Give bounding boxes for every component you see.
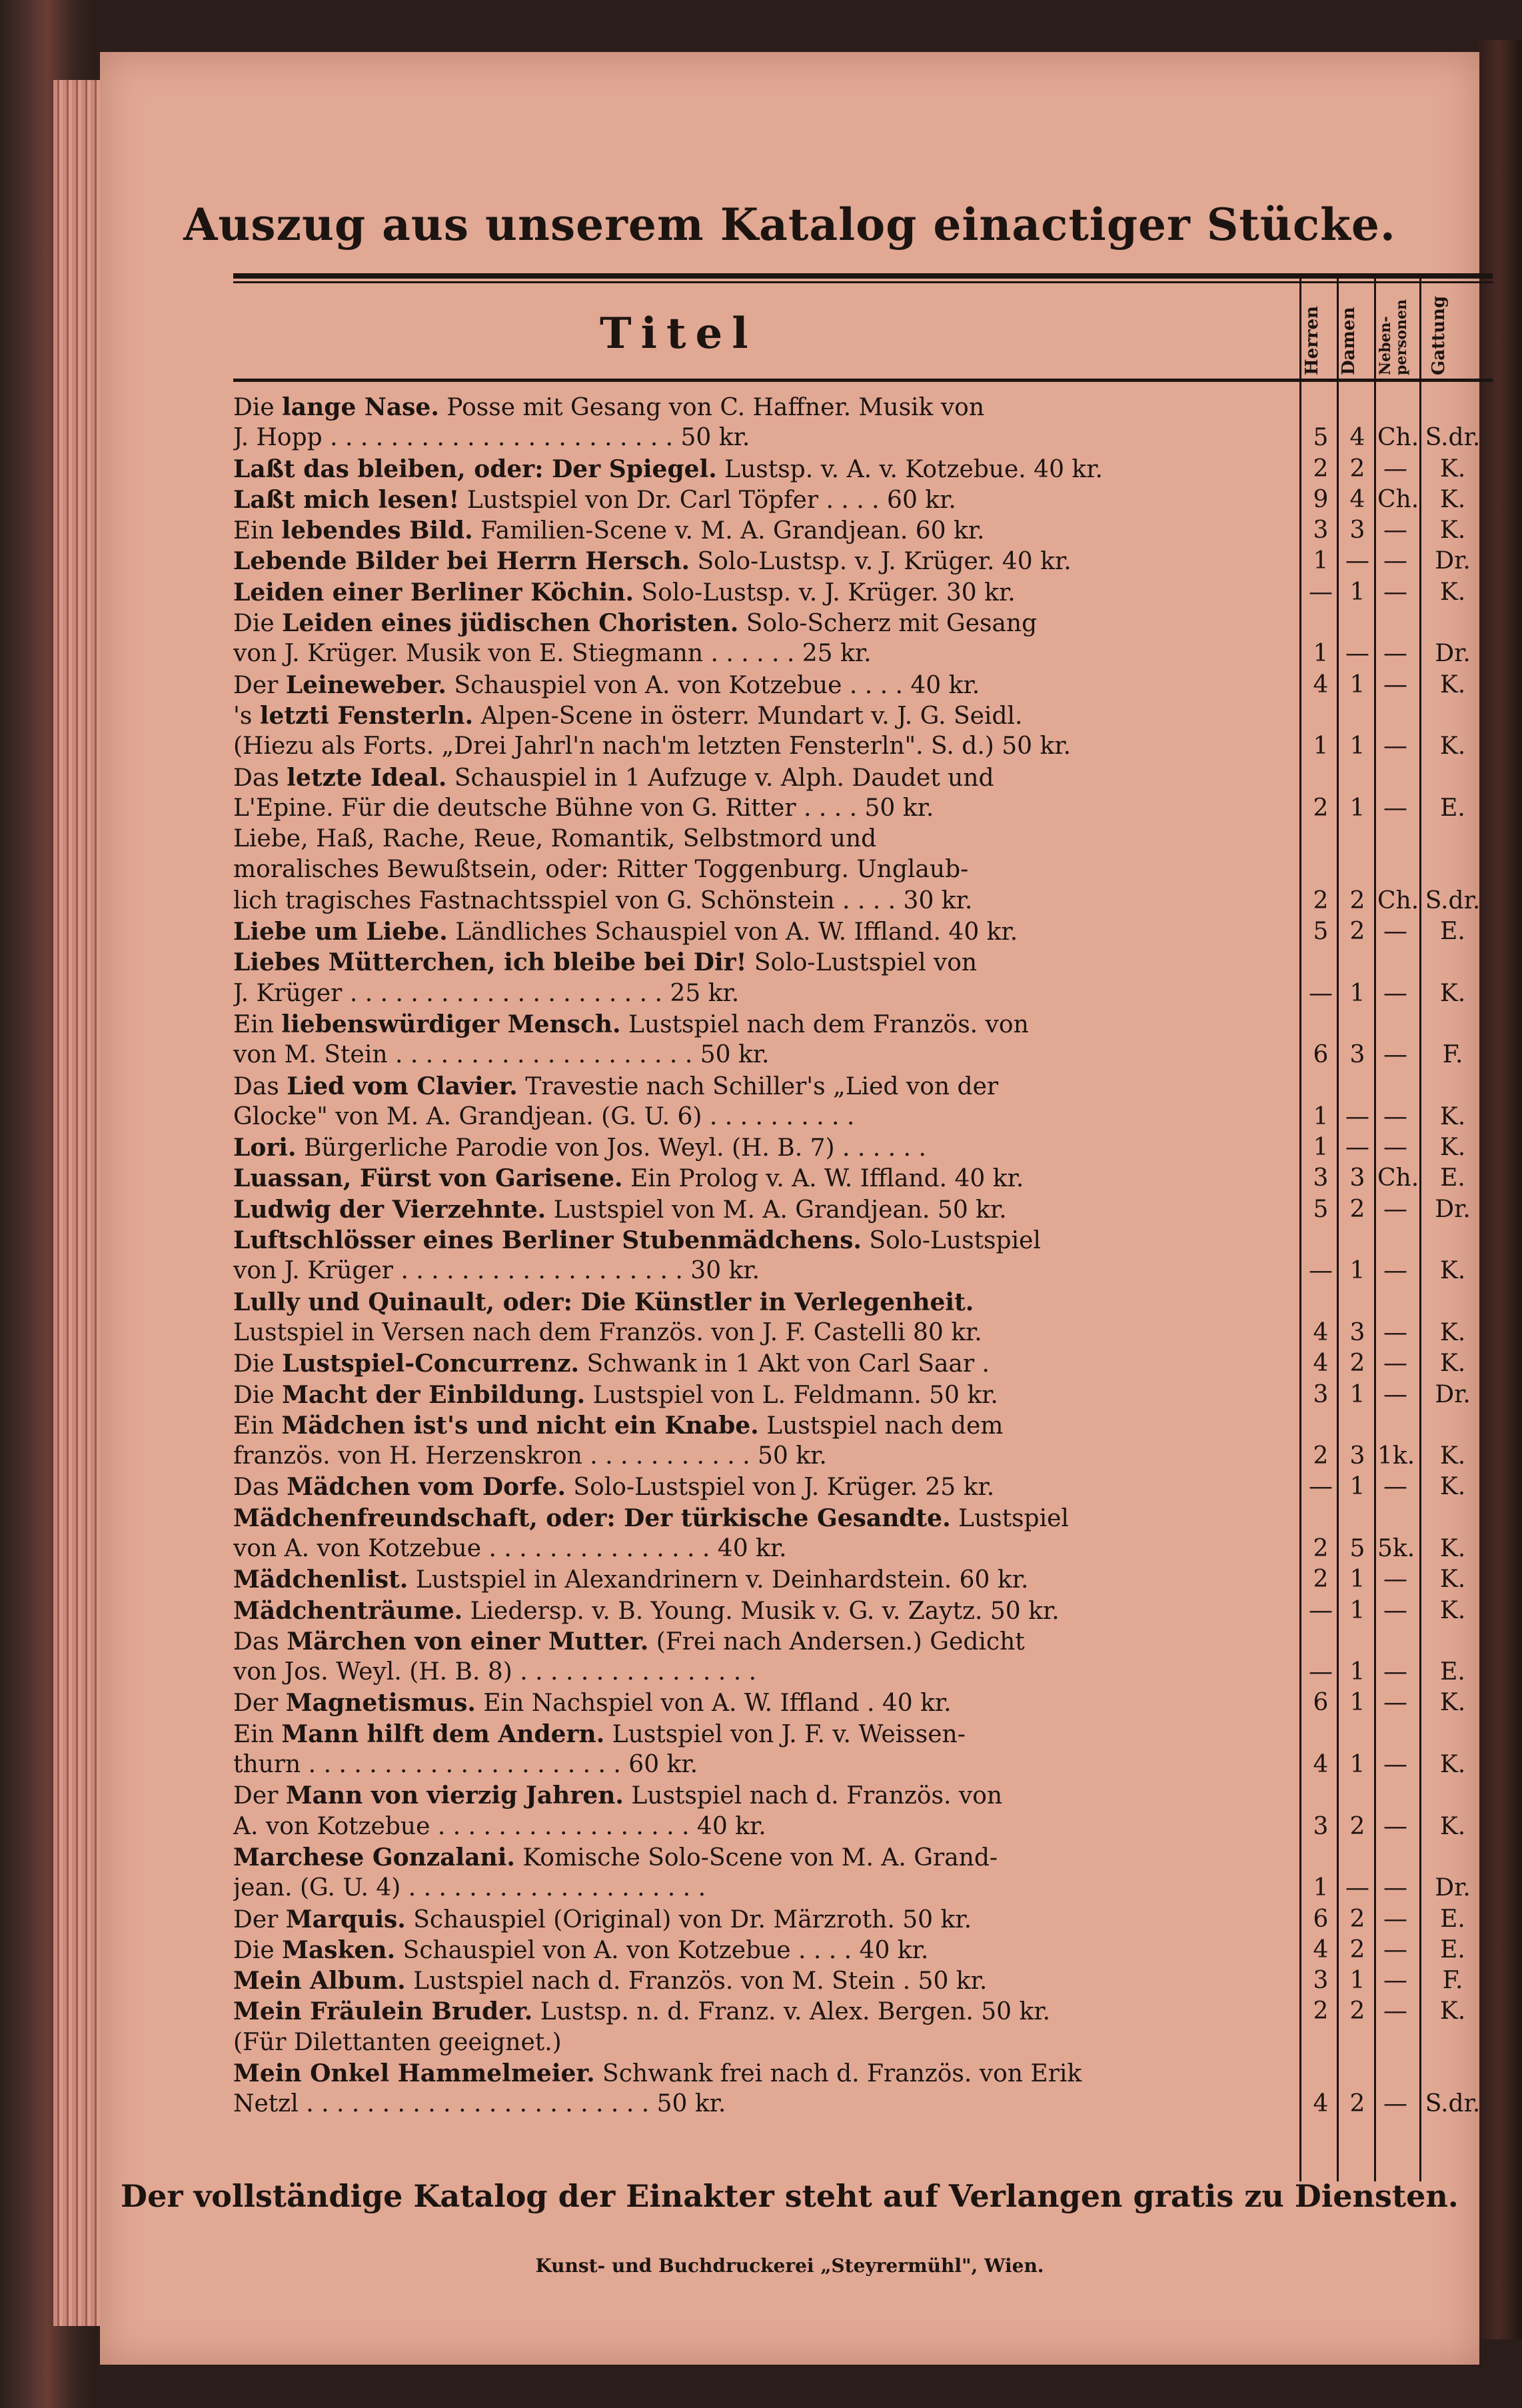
entry-text: Der Leineweber. Schauspiel von A. von Kotzebue . . . . 40 kr. [233,670,980,699]
herren-count: 2 [1313,455,1329,483]
entry-text: Ein liebenswürdiger Mensch. Lustspiel nach dem Französ. von [233,1010,1029,1038]
entry-text: J. Hopp . . . . . . . . . . . . . . . . . . . . . . . 50 kr. [233,424,750,452]
entry-text: Liebes Mütterchen, ich bleibe bei Dir! Solo-Lustspiel von [233,948,978,977]
nebenpersonen-count: Ch. [1377,485,1419,513]
nebenpersonen-count: — [1383,1905,1407,1933]
entry-text: Lebende Bilder bei Herrn Hersch. Solo-Lustsp. v. J. Krüger. 40 kr. [233,547,1072,576]
catalog-row [233,1534,1493,1564]
catalog-row [233,1811,1493,1842]
gattung-value: K. [1439,1689,1466,1717]
gattung-value: E. [1440,1935,1465,1963]
nebenpersonen-count: — [1383,640,1407,668]
nebenpersonen-count: 1k. [1377,1442,1415,1470]
herren-count: 3 [1313,1380,1329,1408]
entry-text: Die Leiden eines jüdischen Choristen. Solo-Scherz mit Gesang [233,609,1038,638]
entry-text: Ein lebendes Bild. Familien-Scene v. M. A. Grandjean. 60 kr. [233,517,985,545]
herren-count: 3 [1313,1812,1329,1840]
damen-count: — [1345,640,1369,668]
catalog-row [233,423,1493,453]
gattung-value: E. [1440,918,1465,946]
gattung-value: K. [1439,485,1466,513]
herren-count: 2 [1313,1534,1329,1562]
herren-count: 6 [1313,1905,1329,1933]
nebenpersonen-count: — [1383,1658,1407,1686]
damen-count: 2 [1349,1997,1365,2025]
gattung-value: K. [1439,1318,1466,1346]
catalog-row [233,824,1493,854]
gattung-column-header: Gattung [1429,295,1449,375]
catalog-row [233,1441,1493,1472]
damen-count: — [1345,1102,1369,1130]
gattung-value: F. [1442,1041,1463,1069]
catalog-row [233,1318,1493,1348]
damen-count: 1 [1349,1566,1365,1594]
top-rule-thin [233,281,1493,283]
entry-text: Das Märchen von einer Mutter. (Frei nach Andersen.) Gedicht [233,1627,1025,1656]
entry-text: Laßt das bleiben, oder: Der Spiegel. Lustsp. v. A. v. Kotzebue. 40 kr. [233,455,1103,483]
entry-text: Ludwig der Vierzehnte. Lustspiel von M. A. Grandjean. 50 kr. [233,1195,1007,1224]
entry-text: J. Krüger . . . . . . . . . . . . . . . . . . . . . 25 kr. [233,979,740,1007]
catalog-row [233,1009,1493,1040]
catalog-row [233,1071,1493,1102]
damen-count: 1 [1349,1473,1365,1501]
gattung-value: K. [1439,1350,1466,1378]
damen-count: 1 [1349,1596,1365,1624]
entry-text: Ein Mädchen ist's und nicht ein Knabe. Lustspiel nach dem [233,1411,1004,1440]
catalog-row [233,638,1493,669]
entry-text: 's letzti Fensterln. Alpen-Scene in österr. Mundart v. J. G. Seidl. [233,701,1023,730]
catalog-row [233,947,1493,978]
herren-count: 6 [1313,1689,1329,1717]
entry-text: Der Magnetismus. Ein Nachspiel von A. W. Iffland . 40 kr. [233,1689,952,1718]
entry-text: Luftschlösser eines Berliner Stubenmädchens. Solo-Lustspiel [233,1226,1041,1255]
herren-count: 2 [1313,1997,1329,2025]
gattung-value: E. [1440,1164,1465,1192]
damen-column-header: Damen [1339,307,1359,375]
herren-count: 4 [1313,2090,1329,2118]
damen-count: 2 [1349,1935,1365,1963]
nebenpersonen-count: — [1383,1874,1407,1902]
entry-text: Luassan, Fürst von Garisene. Ein Prolog v. A. W. Iffland. 40 kr. [233,1164,1024,1193]
nebenpersonen-count: — [1383,1195,1407,1223]
herren-count: 1 [1313,547,1329,575]
nebenpersonen-count: — [1383,578,1407,606]
gattung-value: F. [1442,1967,1463,1995]
catalog-row [233,1287,1493,1318]
catalog-row [233,1040,1493,1070]
top-rule [233,273,1493,279]
entry-text: L'Epine. Für die deutsche Bühne von G. Ritter . . . . 50 kr. [233,794,934,822]
damen-count: 3 [1349,1164,1365,1192]
catalog-row [233,1472,1493,1502]
herren-count: — [1309,1596,1333,1624]
catalog-row [233,1873,1493,1903]
nebenpersonen-count: — [1383,1967,1407,1995]
herren-count: — [1309,1257,1333,1285]
nebenpersonen-count: — [1383,1935,1407,1963]
gattung-value: K. [1439,1257,1466,1285]
catalog-row [233,1996,1493,2027]
damen-count: 2 [1349,2090,1365,2118]
gattung-value: S.dr. [1425,886,1481,914]
herren-column-header: Herren [1302,306,1322,375]
herren-count: 6 [1313,1041,1329,1069]
entry-text: Mädchenlist. Lustspiel in Alexandrinern v. Deinhardstein. 60 kr. [233,1566,1029,1594]
entry-text: von J. Krüger . . . . . . . . . . . . . . . . . . . 30 kr. [233,1257,760,1285]
nebenpersonen-count: 5k. [1377,1534,1415,1562]
gattung-value: K. [1439,455,1466,483]
nebenpersonen-count: — [1383,1257,1407,1285]
gattung-value: K. [1439,979,1466,1007]
nebenpersonen-count: — [1383,1812,1407,1840]
catalog-row [233,886,1493,916]
page-edges [53,80,107,2326]
gattung-value: Dr. [1435,1195,1471,1223]
herren-count: 4 [1313,1350,1329,1378]
damen-count: — [1345,547,1369,575]
entry-text: Mein Fräulein Bruder. Lustsp. n. d. Franz. v. Alex. Bergen. 50 kr. [233,1997,1051,2026]
catalog-row [233,1750,1493,1780]
catalog-row [233,731,1493,762]
entry-text: von A. von Kotzebue . . . . . . . . . . . . . . . 40 kr. [233,1534,787,1562]
nebenpersonen-count: — [1383,1566,1407,1594]
entry-text: Die Macht der Einbildung. Lustspiel von L. Feldmann. 50 kr. [233,1380,998,1409]
nebenpersonen-count: — [1383,1102,1407,1130]
nebenpersonen-count: — [1383,517,1407,545]
catalog-row [233,1842,1493,1873]
herren-count: — [1309,979,1333,1007]
damen-count: 1 [1349,1751,1365,1779]
catalog-row [233,392,1493,423]
damen-count: 3 [1349,1442,1365,1470]
entry-text: A. von Kotzebue . . . . . . . . . . . . . . . . . 40 kr. [233,1812,766,1840]
gattung-value: S.dr. [1425,424,1481,452]
entry-text: Mein Album. Lustspiel nach d. Französ. von M. Stein . 50 kr. [233,1967,988,1995]
herren-count: 1 [1313,732,1329,760]
entry-text: Lori. Bürgerliche Parodie von Jos. Weyl. (H. B. 7) . . . . . . [233,1134,926,1162]
catalog-row [233,1163,1493,1194]
damen-count: 1 [1349,1658,1365,1686]
nebenpersonen-count: — [1383,455,1407,483]
herren-count: 5 [1313,1195,1329,1223]
catalog-row [233,2027,1493,2058]
catalog-row [233,1657,1493,1688]
entry-text: (Hiezu als Forts. „Drei Jahrl'n nach'm letzten Fensterln". S. d.) 50 kr. [233,732,1072,760]
catalog-row [233,2058,1493,2089]
damen-count: 1 [1349,732,1365,760]
entry-text: Marchese Gonzalani. Komische Solo-Scene von M. A. Grand- [233,1843,998,1871]
entry-text: lich tragisches Fastnachtsspiel von G. Schönstein . . . . 30 kr. [233,886,973,914]
catalog-row [233,1935,1493,1965]
herren-count: 2 [1313,1566,1329,1594]
damen-count: 2 [1349,1812,1365,1840]
gattung-value: E. [1440,1905,1465,1933]
damen-count: 5 [1349,1534,1365,1562]
nebenpersonen-count: — [1383,2090,1407,2118]
catalog-row [233,1225,1493,1256]
catalog-row [233,1256,1493,1286]
gattung-value: K. [1439,1751,1466,1779]
nebenpersonen-count: Ch. [1377,424,1419,452]
catalog-entries [233,392,1493,2120]
herren-count: 3 [1313,517,1329,545]
nebenpersonen-count: Ch. [1377,886,1419,914]
catalog-row [233,916,1493,947]
gattung-value: K. [1439,1102,1466,1130]
gattung-value: K. [1439,1134,1466,1162]
catalog-row [233,1102,1493,1132]
nebenpersonen-count: — [1383,1041,1407,1069]
gattung-value: K. [1439,1473,1466,1501]
nebenpersonen-column-header: Neben-personen [1377,299,1410,375]
catalog-row [233,700,1493,731]
gattung-value: Dr. [1435,547,1471,575]
entry-text: Der Mann von vierzig Jahren. Lustspiel nach d. Französ. von [233,1782,1003,1810]
catalog-row [233,793,1493,824]
entry-text: von M. Stein . . . . . . . . . . . . . . . . . . . . 50 kr. [233,1041,770,1069]
catalog-row [233,546,1493,577]
gattung-value: S.dr. [1425,2090,1481,2118]
catalog-row [233,978,1493,1009]
gattung-value: Dr. [1435,1874,1471,1902]
damen-count: 4 [1349,424,1365,452]
catalog-row [233,1780,1493,1811]
catalog-row [233,1688,1493,1718]
page-title: Auszug aus unserem Katalog einactiger Stücke. [183,199,1396,251]
nebenpersonen-count: — [1383,1751,1407,1779]
damen-count: 1 [1349,670,1365,698]
catalog-row [233,485,1493,515]
nebenpersonen-count: — [1383,1318,1407,1346]
nebenpersonen-count: — [1383,1350,1407,1378]
catalog-row [233,1132,1493,1163]
gattung-value: K. [1439,1442,1466,1470]
entry-text: Liebe um Liebe. Ländliches Schauspiel von A. W. Iffland. 40 kr. [233,918,1018,946]
entry-text: Laßt mich lesen! Lustspiel von Dr. Carl Töpfer . . . . 60 kr. [233,485,956,514]
catalog-row [233,454,1493,485]
herren-count: 2 [1313,886,1329,914]
herren-count: 3 [1313,1967,1329,1995]
entry-text: moralisches Bewußtsein, oder: Ritter Toggenburg. Unglaub- [233,856,969,884]
herren-count: 9 [1313,485,1329,513]
nebenpersonen-count: — [1383,732,1407,760]
herren-count: — [1309,1658,1333,1686]
entry-text: Mädchenfreundschaft, oder: Der türkische Gesandte. Lustspiel [233,1504,1069,1532]
nebenpersonen-count: — [1383,1473,1407,1501]
gattung-value: E. [1440,794,1465,822]
entry-text: Leiden einer Berliner Köchin. Solo-Lustsp. v. J. Krüger. 30 kr. [233,578,1016,606]
entry-text: von Jos. Weyl. (H. B. 8) . . . . . . . . . . . . . . . . [233,1658,757,1686]
nebenpersonen-count: Ch. [1377,1164,1419,1192]
nebenpersonen-count: — [1383,1596,1407,1624]
entry-text: Lustspiel in Versen nach dem Französ. von J. F. Castelli 80 kr. [233,1318,982,1346]
entry-text: Die Lustspiel-Concurrenz. Schwank in 1 Akt von Carl Saar . [233,1350,990,1378]
catalog-row [233,2089,1493,2119]
entry-text: Liebe, Haß, Rache, Reue, Romantik, Selbstmord und [233,825,877,853]
herren-count: 4 [1313,1935,1329,1963]
catalog-row [233,1348,1493,1379]
herren-count: 1 [1313,1102,1329,1130]
titel-column-header: Titel [600,309,758,359]
entry-text: Lully und Quinault, oder: Die Künstler in Verlegenheit. [233,1288,974,1316]
catalog-note: Der vollständige Katalog der Einakter steht auf Verlangen gratis zu Diensten. [121,2178,1459,2214]
herren-count: — [1309,578,1333,606]
gattung-value: K. [1439,578,1466,606]
catalog-row [233,608,1493,638]
catalog-row [233,1596,1493,1626]
nebenpersonen-count: — [1383,979,1407,1007]
catalog-row [233,854,1493,885]
catalog-row [233,1626,1493,1657]
catalog-row [233,1380,1493,1410]
damen-count: 2 [1349,455,1365,483]
herren-count: 4 [1313,670,1329,698]
herren-count: 5 [1313,424,1329,452]
damen-count: 2 [1349,1350,1365,1378]
gattung-value: K. [1439,1534,1466,1562]
entry-text: Netzl . . . . . . . . . . . . . . . . . . . . . . . 50 kr. [233,2090,726,2118]
herren-count: 1 [1313,1874,1329,1902]
herren-count: 2 [1313,1442,1329,1470]
nebenpersonen-count: — [1383,794,1407,822]
herren-count: 4 [1313,1751,1329,1779]
catalog-row [233,1410,1493,1441]
catalog-row [233,762,1493,793]
damen-count: 3 [1349,517,1365,545]
entry-text: thurn . . . . . . . . . . . . . . . . . . . . . 60 kr. [233,1751,698,1779]
gattung-value: K. [1439,1812,1466,1840]
gattung-value: K. [1439,1997,1466,2025]
nebenpersonen-count: — [1383,1380,1407,1408]
nebenpersonen-count: — [1383,1134,1407,1162]
damen-count: 1 [1349,1689,1365,1717]
damen-count: 1 [1349,578,1365,606]
gattung-value: K. [1439,732,1466,760]
catalog-row [233,670,1493,700]
nebenpersonen-count: — [1383,1997,1407,2025]
entry-text: Mädchenträume. Liedersp. v. B. Young. Musik v. G. v. Zaytz. 50 kr. [233,1596,1060,1625]
damen-count: 3 [1349,1318,1365,1346]
catalog-row [233,1503,1493,1534]
damen-count: 2 [1349,886,1365,914]
gattung-value: Dr. [1435,1380,1471,1408]
damen-count: — [1345,1874,1369,1902]
herren-count: — [1309,1473,1333,1501]
entry-text: Das Mädchen vom Dorfe. Solo-Lustspiel von J. Krüger. 25 kr. [233,1473,995,1502]
entry-text: Die lange Nase. Posse mit Gesang von C. Haffner. Musik von [233,393,985,421]
catalog-row [233,1965,1493,1996]
herren-count: 1 [1313,640,1329,668]
damen-count: — [1345,1134,1369,1162]
entry-text: Die Masken. Schauspiel von A. von Kotzebue . . . . 40 kr. [233,1935,929,1964]
catalog-row [233,1904,1493,1935]
entry-text: Ein Mann hilft dem Andern. Lustspiel von J. F. v. Weissen- [233,1720,966,1748]
entry-text: Das letzte Ideal. Schauspiel in 1 Aufzuge v. Alph. Daudet und [233,763,994,792]
herren-count: 2 [1313,794,1329,822]
catalog-row [233,577,1493,608]
herren-count: 5 [1313,918,1329,946]
damen-count: 2 [1349,1195,1365,1223]
herren-count: 4 [1313,1318,1329,1346]
catalog-row [233,1564,1493,1595]
damen-count: 3 [1349,1041,1365,1069]
entry-text: Mein Onkel Hammelmeier. Schwank frei nach d. Französ. von Erik [233,2059,1082,2088]
entry-text: Das Lied vom Clavier. Travestie nach Schiller's „Lied von der [233,1072,999,1100]
gattung-value: K. [1439,1566,1466,1594]
gattung-value: E. [1440,1658,1465,1686]
catalog-row [233,515,1493,546]
nebenpersonen-count: — [1383,547,1407,575]
damen-count: 1 [1349,1380,1365,1408]
entry-text: (Für Dilettanten geeignet.) [233,2028,562,2056]
damen-count: 1 [1349,1967,1365,1995]
damen-count: 1 [1349,794,1365,822]
entry-text: von J. Krüger. Musik von E. Stiegmann . . . . . . 25 kr. [233,640,872,668]
damen-count: 4 [1349,485,1365,513]
damen-count: 1 [1349,979,1365,1007]
catalog-row [233,1719,1493,1750]
gattung-value: K. [1439,670,1466,698]
entry-text: jean. (G. U. 4) . . . . . . . . . . . . . . . . . . . . [233,1874,706,1902]
damen-count: 2 [1349,918,1365,946]
herren-count: 1 [1313,1134,1329,1162]
herren-count: 3 [1313,1164,1329,1192]
gattung-value: K. [1439,1596,1466,1624]
printer-imprint: Kunst- und Buchdruckerei „Steyrermühl", Wien. [535,2255,1044,2277]
header-rule [233,379,1493,382]
gattung-value: K. [1439,517,1466,545]
catalog-row [233,1194,1493,1225]
nebenpersonen-count: — [1383,670,1407,698]
damen-count: 2 [1349,1905,1365,1933]
entry-text: Glocke" von M. A. Grandjean. (G. U. 6) . . . . . . . . . . [233,1102,855,1130]
catalog-page [100,52,1479,2365]
entry-text: Der Marquis. Schauspiel (Original) von Dr. Märzroth. 50 kr. [233,1905,972,1933]
damen-count: 1 [1349,1257,1365,1285]
entry-text: französ. von H. Herzenskron . . . . . . . . . . . 50 kr. [233,1442,827,1470]
gattung-value: Dr. [1435,640,1471,668]
nebenpersonen-count: — [1383,918,1407,946]
nebenpersonen-count: — [1383,1689,1407,1717]
